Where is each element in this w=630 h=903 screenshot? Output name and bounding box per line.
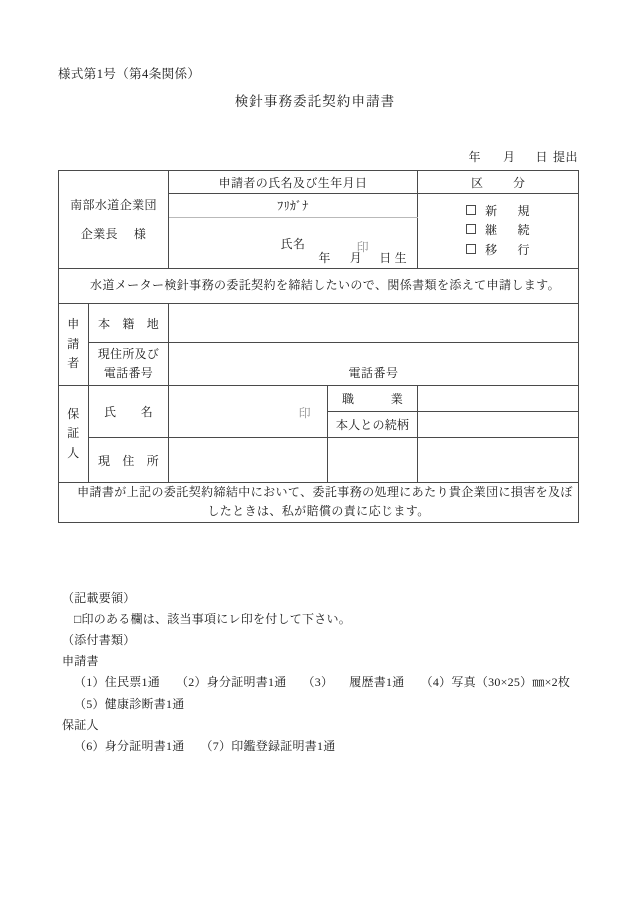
instructions-heading: （記載要領）	[62, 591, 136, 605]
name-label: 氏名	[280, 236, 306, 251]
seal-mark-icon: 印	[356, 240, 369, 254]
table-row	[59, 304, 579, 343]
address-tel-value-field[interactable]	[169, 343, 579, 386]
instructions-text: □印のある欄は、該当事項にレ印を付して下さい。	[74, 612, 352, 627]
applicant-group-label: 申請書	[62, 654, 99, 669]
classification-option-transfer-label-1: 移	[485, 242, 498, 257]
relation-label: 本人との続柄	[328, 412, 418, 438]
addressee-cell	[59, 171, 169, 269]
honseki-value-field[interactable]	[169, 304, 579, 343]
checkbox-icon[interactable]	[466, 244, 476, 254]
attachment-item-5: （5）健康診断書1通	[74, 696, 185, 711]
submit-day-label: 日	[535, 150, 548, 164]
classification-header-left: 区	[470, 175, 483, 190]
applicant-side-label	[59, 304, 89, 386]
table-row	[59, 386, 579, 412]
statement-guarantee-text: 申請書が上記の委託契約締結中において、委託事務の処理にあたり貴企業団に損害を及ぼしたときは、私が賠償の責に応じます。	[77, 485, 573, 519]
table-row	[59, 438, 579, 483]
guarantor-side-label	[59, 386, 89, 483]
guarantor-name-value-field[interactable]	[169, 386, 328, 438]
submit-suffix-label: 提出	[552, 150, 578, 164]
occupation-value-field[interactable]	[418, 386, 579, 412]
classification-option-new-label-1: 新	[485, 203, 498, 218]
classification-options	[418, 194, 579, 269]
classification-header-right: 分	[513, 175, 526, 190]
furigana-field[interactable]	[169, 194, 418, 218]
furigana-label: ﾌﾘｶﾞﾅ	[277, 199, 309, 213]
guarantor-address-extra-field-1[interactable]	[328, 438, 418, 483]
table-row	[59, 171, 579, 194]
guarantor-side-label-char-1: 保	[67, 406, 80, 421]
address-tel-label-line2: 電話番号	[103, 366, 154, 380]
applicant-name-field[interactable]	[169, 218, 418, 269]
guarantor-name-label: 氏 名	[89, 386, 169, 438]
guarantor-address-value-field[interactable]	[169, 438, 328, 483]
classification-option-transfer-label-2: 行	[517, 242, 530, 257]
checkbox-icon[interactable]	[466, 205, 476, 215]
address-tel-label-line1: 現住所及び	[97, 347, 160, 362]
birth-year-label: 年	[318, 251, 331, 265]
guarantor-address-extra-field-2[interactable]	[418, 438, 579, 483]
birth-suffix-label: 生	[394, 251, 407, 265]
classification-option-transfer[interactable]	[418, 241, 578, 260]
statement-guarantee	[59, 483, 579, 523]
occupation-label: 職 業	[328, 386, 418, 412]
addressee-honorific: 様	[133, 226, 147, 241]
application-form-table	[58, 170, 579, 523]
birth-month-label: 月	[349, 251, 363, 265]
applicant-attachment-line-b	[62, 694, 607, 715]
guarantor-attachment-line	[62, 736, 607, 757]
attachment-item-6: （6）身分証明書1通	[74, 738, 185, 753]
birth-day-label: 日	[379, 251, 392, 265]
guarantor-address-label: 現 住 所	[89, 438, 169, 483]
attachment-item-1: （1）住民票1通	[74, 675, 161, 690]
classification-option-continue[interactable]	[418, 221, 578, 240]
attachment-item-3-number: （3）	[302, 675, 334, 690]
guarantor-group-label: 保証人	[62, 717, 99, 732]
checkbox-icon[interactable]	[466, 224, 476, 234]
classification-header	[418, 171, 579, 194]
submit-month-label: 月	[502, 150, 516, 164]
applicant-side-label-char-3: 者	[67, 356, 80, 371]
submit-year-label: 年	[468, 150, 481, 164]
statement-contract-request	[59, 269, 579, 304]
instructions-line	[62, 609, 607, 630]
attachment-item-3: 履歴書1通	[349, 675, 405, 690]
classification-option-new[interactable]	[418, 202, 578, 221]
attachments-heading: （添付書類）	[62, 633, 136, 648]
table-row	[59, 483, 579, 523]
guarantor-side-label-char-2: 証	[67, 426, 80, 441]
attachment-item-4: （4）写真（30×25）㎜×2枚	[420, 675, 571, 690]
attachment-item-2: （2）身分証明書1通	[176, 675, 287, 690]
address-tel-label	[89, 343, 169, 386]
seal-mark-icon: 印	[298, 405, 311, 420]
honseki-label: 本 籍 地	[89, 304, 169, 343]
document-title: 検針事務委託契約申請書	[234, 94, 396, 109]
submission-date-line	[468, 148, 578, 165]
notes-section	[62, 588, 607, 757]
applicant-attachment-line-a	[62, 672, 607, 693]
telephone-number-label: 電話番号	[348, 366, 399, 380]
table-row	[59, 269, 579, 304]
guarantor-side-label-char-3: 人	[67, 445, 80, 460]
addressee-officer: 企業長	[80, 226, 118, 241]
classification-option-new-label-2: 規	[517, 203, 530, 218]
addressee-organization: 南部水道企業団	[70, 198, 157, 213]
relation-value-field[interactable]	[418, 412, 579, 438]
form-number: 様式第1号（第4条関係）	[58, 67, 201, 81]
attachment-item-7: （7）印鑑登録証明書1通	[200, 738, 336, 753]
birth-date-line	[318, 249, 407, 266]
classification-option-continue-label-2: 続	[517, 223, 530, 238]
statement-contract-request-text: 水道メーター検針事務の委託契約を締結したいので、関係書類を添えて申請します。	[89, 278, 560, 293]
classification-option-continue-label-1: 継	[485, 223, 498, 238]
applicant-name-header: 申請者の氏名及び生年月日	[169, 171, 418, 194]
table-row	[59, 343, 579, 386]
applicant-side-label-char-2: 請	[67, 336, 80, 351]
applicant-side-label-char-1: 申	[67, 317, 80, 332]
